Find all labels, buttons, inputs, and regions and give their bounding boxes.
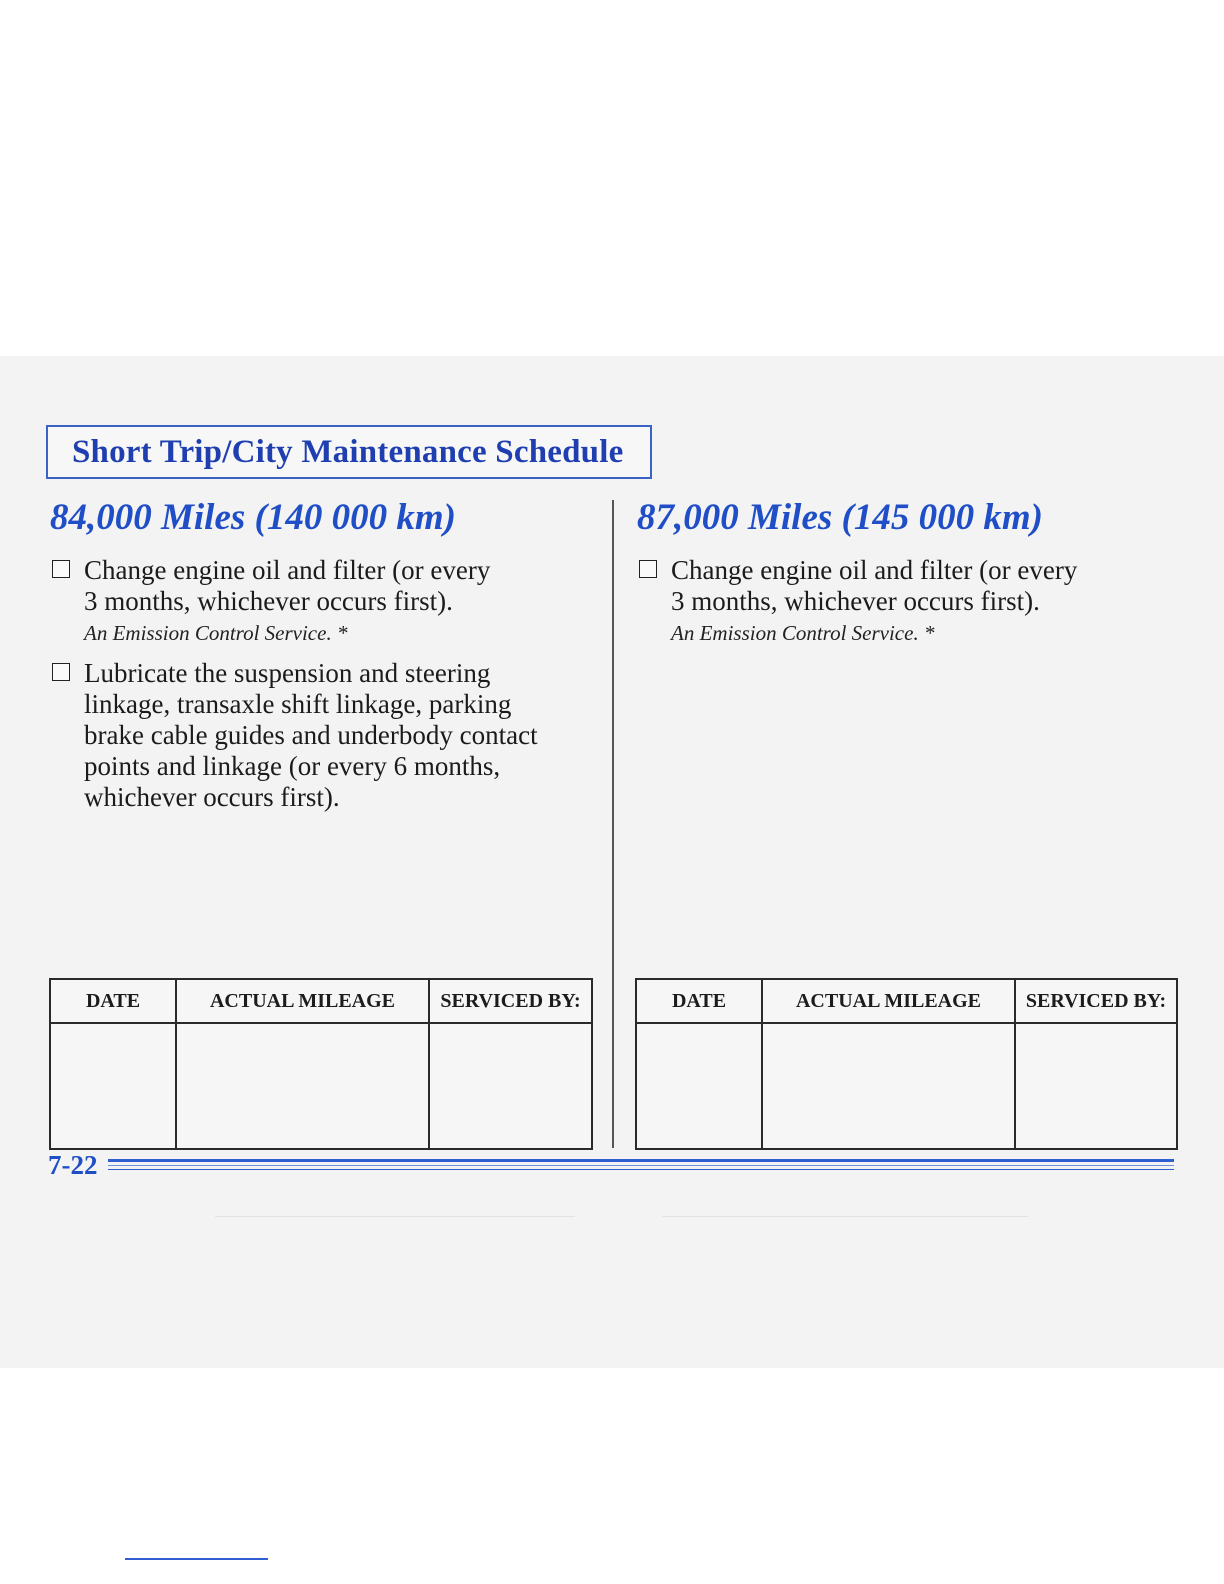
column-header-serviced-by: SERVICED BY: [1015, 979, 1177, 1023]
checkbox[interactable] [639, 560, 657, 578]
column-header-actual-mileage: ACTUAL MILEAGE [176, 979, 429, 1023]
table-header-row [50, 979, 592, 1023]
schedule-column-84000 [50, 495, 610, 813]
emission-control-note: An Emission Control Service. * [84, 621, 348, 645]
schedule-column-87000 [637, 495, 1197, 648]
serviced-by-cell[interactable] [1015, 1023, 1177, 1149]
section-header [46, 425, 652, 479]
faint-rule [662, 1216, 1028, 1217]
actual-mileage-cell[interactable] [176, 1023, 429, 1149]
mileage-heading: 84,000 Miles (140 000 km) [50, 497, 456, 538]
bottom-underline [125, 1558, 268, 1560]
service-log-table [49, 978, 593, 1150]
date-cell[interactable] [50, 1023, 176, 1149]
service-item-oil-change [637, 555, 1197, 648]
service-item-lubricate [50, 658, 610, 813]
column-header-date: DATE [50, 979, 176, 1023]
column-header-date: DATE [636, 979, 762, 1023]
service-item-oil-change [50, 555, 610, 648]
table-row [50, 1023, 592, 1149]
service-item-text: Change engine oil and filter (or every 3 months, whichever occurs first). [671, 555, 1078, 616]
service-log-table [635, 978, 1178, 1150]
page-number: 7-22 [48, 1150, 98, 1180]
table-header-row [636, 979, 1177, 1023]
emission-control-note: An Emission Control Service. * [671, 621, 935, 645]
section-title: Short Trip/City Maintenance Schedule [72, 433, 624, 470]
service-item-text: Lubricate the suspension and steering linkage, transaxle shift linkage, parking brake cable guides and underbody contact points and linkage (or every 6 months, whichever occurs first). [84, 658, 538, 812]
date-cell[interactable] [636, 1023, 762, 1149]
column-divider [612, 500, 614, 1148]
footer-rule [108, 1159, 1174, 1170]
mileage-heading: 87,000 Miles (145 000 km) [637, 497, 1043, 538]
faint-rule [215, 1216, 575, 1217]
checkbox[interactable] [52, 663, 70, 681]
column-header-serviced-by: SERVICED BY: [429, 979, 592, 1023]
table-row [636, 1023, 1177, 1149]
serviced-by-cell[interactable] [429, 1023, 592, 1149]
service-item-text: Change engine oil and filter (or every 3 months, whichever occurs first). [84, 555, 491, 616]
checkbox[interactable] [52, 560, 70, 578]
column-header-actual-mileage: ACTUAL MILEAGE [762, 979, 1015, 1023]
actual-mileage-cell[interactable] [762, 1023, 1015, 1149]
